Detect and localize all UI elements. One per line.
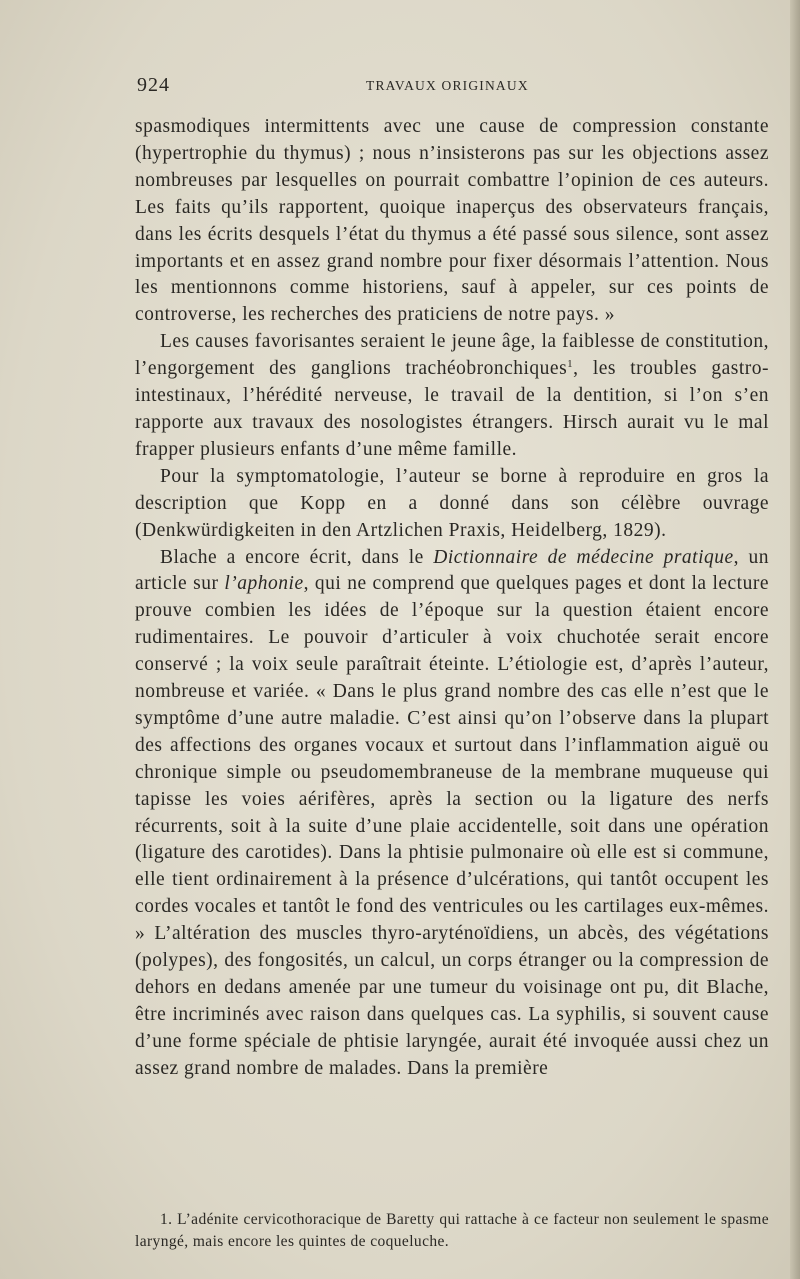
running-head: TRAVAUX ORIGINAUX: [366, 78, 529, 93]
paragraph-1: spasmodiques intermittents avec une cause de compression constante (hypertrophie du thymus) ; nous n’insisterons pas sur les objections assez nombreuses par lesquelles on pourrait combattre l’opinion de ces auteurs. Les faits qu’ils rapportent, quoique inaperçus des observateurs français, dans les écrits desquels l’état du thymus a été passé sous silence, sont assez importants et en assez grand nombre pour fixer désormais l’attention. Nous les mentionnons comme historiens, sauf à appeler, sur ces points de controverse, les recherches des praticiens de notre pays. »: [135, 116, 769, 326]
page-number: 924: [137, 74, 170, 96]
footnote-1: 1. L’adénite cervicothoracique de Baretty qui rattache à ce facteur non seulement le spasme laryngé, mais encore les quintes de coqueluche.: [135, 1211, 769, 1250]
page-edge: [790, 0, 800, 1279]
dictionary-title: Dictionnaire de médecine pratique: [433, 546, 734, 568]
paragraph-4: [135, 545, 769, 1083]
page-header: [137, 74, 769, 98]
footnote-ref-1: 1: [567, 358, 574, 371]
paragraph-2: [135, 329, 769, 464]
paragraph-4-text-mid: , un article sur: [135, 546, 769, 595]
paragraph-2-text-cont: , les troubles gastro-intestinaux, l’hérédité nerveuse, le travail de la dentition, si l’on s’en rapporte aux travaux des nosologistes étrangers. Hirsch aurait vu le mal frapper plusieurs enfants d’une même famille.: [135, 358, 769, 460]
footnotes: [135, 1209, 769, 1252]
paragraph-2-text: Les causes favorisantes seraient le jeune âge, la faiblesse de constitution, l’engorgement des ganglions trachéobronchiques: [135, 331, 769, 380]
article-title: l’aphonie: [224, 573, 304, 595]
paragraph-3: Pour la symptomatologie, l’auteur se borne à reproduire en gros la description que Kopp en a donné dans son célèbre ouvrage (Denkwürdigkeiten in den Artzlichen Praxis, Heidelberg, 1829).: [135, 465, 769, 541]
body-text: [135, 114, 769, 1083]
paragraph-4-text: Blache a encore écrit, dans le: [160, 546, 434, 568]
paragraph-4-text-cont: , qui ne comprend que quelques pages et dont la lecture prouve combien les idées de l’époque sur la question étaient encore rudimentaires. Le pouvoir d’articuler à voix chuchotée serait encore conservé ; la voix seule paraîtrait éteinte. L’étiologie est, d’après l’auteur, nombreuse et variée. « Dans le plus grand nombre des cas elle n’est que le symptôme d’une autre maladie. C’est ainsi qu’on l’observe dans la plupart des affections des organes vocaux et surtout dans l’inflammation aiguë ou chronique simple ou pseudomembraneuse de la membrane muqueuse qui tapisse les voies aérifères, après la section ou la ligature des nerfs récurrents, soit à la suite d’une plaie accidentelle, soit dans une opération (ligature des carotides). Dans la phtisie pulmonaire où elle est si commune, elle tient ordinairement à la présence d’ulcérations, qui tantôt occupent les cordes vocales et tantôt le fond des ventricules ou les cartilages eux-mêmes. » L’altération des muscles thyro-aryténoïdiens, un abcès, des végétations (polypes), des fongosités, un calcul, un corps étranger ou la compression de dehors en dedans amenée par une tumeur du voisinage ont pu, dit Blache, être incriminés avec raison dans quelques cas. La syphilis, si souvent cause d’une forme spéciale de phtisie laryngée, aurait été invoquée aussi chez un assez grand nombre de malades. Dans la première: [135, 573, 770, 1079]
